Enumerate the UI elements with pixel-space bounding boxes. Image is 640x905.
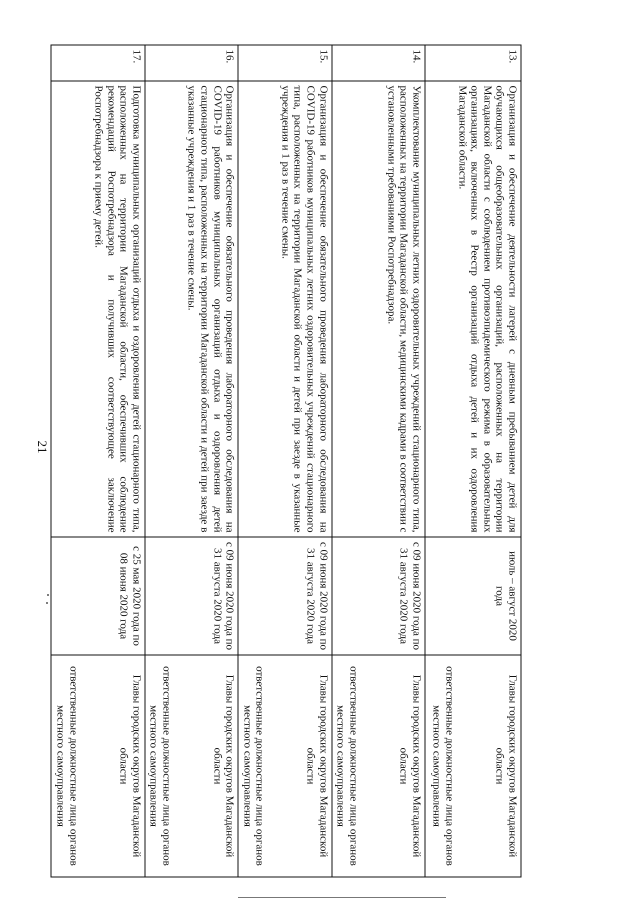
measure-text: Подготовка муниципальных организаций отдыха и оздоровления детей стационарного типа, расположенных на территории Магаданской области, обеспечивших соблюдение рекомендаций Роспотребнадзора и получивших соответствующее заключение Роспотребнадзора к приему детей.: [50, 81, 144, 537]
scan-speck: [46, 602, 48, 604]
table-row: [238, 45, 331, 877]
row-number: 15.: [238, 45, 331, 81]
table-row: [425, 45, 521, 877]
measure-text: Организация и обеспечение обязательного проведения лабораторного обследования на COVID-19 работников муниципальных организаций отдыха и оздоровления детей стационарного типа, расположенных на территории Магаданской области и детей при заезде в указанные учреждения и 1 раз в течение смены.: [144, 81, 237, 537]
page-number: 21: [35, 440, 50, 454]
responsible-cell: [50, 655, 144, 877]
responsible-heads: Главы городских округов Магаданской области: [210, 674, 236, 857]
responsible-cell: [144, 655, 237, 877]
measures-table: [50, 44, 521, 877]
measure-text: Организация и обеспечение деятельности лагерей с дневным пребыванием детей для обучающихся общеобразовательных организаций, расположенных на территории Магаданской области с соблюдением противоэпидемического режима в образовательных организациях, включенных в Реестр организаций отдыха детей и их оздоровления Магаданской области.: [425, 81, 521, 537]
row-number: 13.: [425, 45, 521, 81]
responsible-heads: Главы городских округов Магаданской области: [397, 674, 422, 857]
responsible-heads: Главы городских округов Магаданской области: [493, 674, 518, 857]
period-text: с 09 июня 2020 года по 31 августа 2020 года: [238, 537, 331, 655]
responsible-cell: [425, 655, 521, 877]
responsible-officials: ответственные должностные лица органов местного самоуправления: [334, 665, 359, 866]
scan-edge-line: [238, 897, 446, 898]
row-number: 14.: [331, 45, 424, 81]
responsible-heads: Главы городских округов Магаданской области: [304, 674, 329, 857]
period-text: июль – август 2020 года: [425, 537, 521, 655]
responsible-officials: ответственные должностные лица органов местного самоуправления: [240, 665, 266, 866]
responsible-officials: ответственные должностные лица органов местного самоуправления: [430, 665, 455, 866]
responsible-officials: ответственные должностные лица органов местного самоуправления: [147, 665, 173, 866]
row-number: 16.: [144, 45, 237, 81]
measure-text: Организация и обеспечение обязательного проведения лабораторного обследования на COVID-19 работников муниципальных летних оздоровительных учреждений стационарного типа, расположенных на территории Магаданской области и детей при заезде в указанные учреждения и 1 раз в течение смены.: [238, 81, 331, 537]
period-text: с 25 мая 2020 года по 08 июня 2020 года: [50, 537, 144, 655]
plan-table-rotated: [54, 44, 521, 876]
responsible-heads: Главы городских округов Магаданской области: [117, 674, 142, 857]
period-text: с 09 июня 2020 года по 31 августа 2020 года: [331, 537, 424, 655]
table-row: [331, 45, 424, 877]
responsible-officials: ответственные должностные лица органов местного самоуправления: [54, 665, 79, 866]
measure-text: Укомплектование муниципальных летних оздоровительных учреждений стационарного типа, расположенных на территории Магаданской области, медицинскими кадрами в соответствии с установленными требованиями Роспотребнадзора.: [331, 81, 424, 537]
row-number: 17.: [50, 45, 144, 81]
table-row: [50, 45, 144, 877]
period-text: с 09 июня 2020 года по 31 августа 2020 года: [144, 537, 237, 655]
table-row: [144, 45, 237, 877]
scan-speck: [47, 594, 49, 596]
responsible-cell: [331, 655, 424, 877]
responsible-cell: [238, 655, 331, 877]
